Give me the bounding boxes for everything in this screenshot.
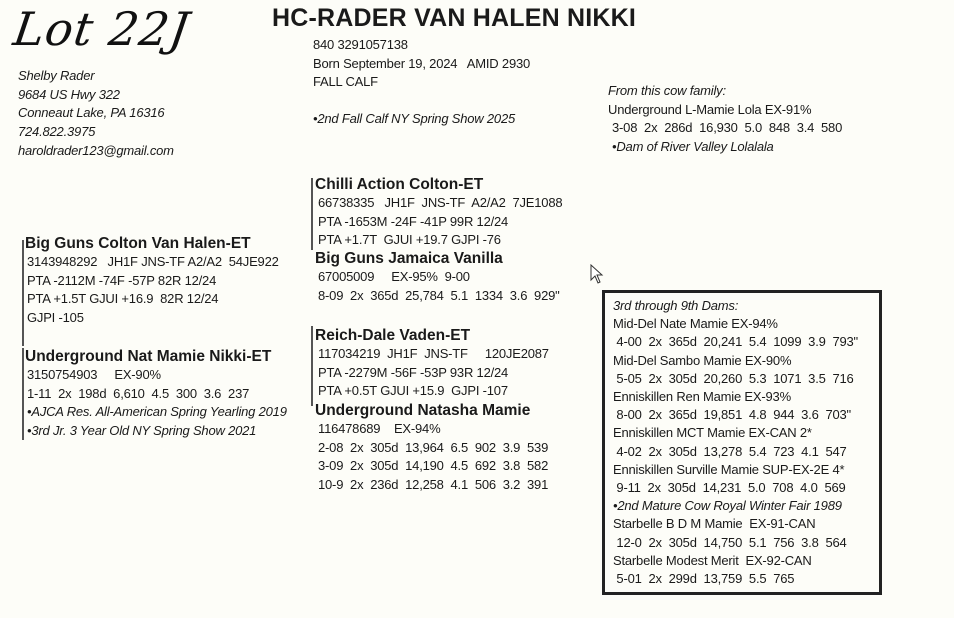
cow-family-record: 3-08 2x 286d 16,930 5.0 848 3.4 580 [612,120,843,136]
cow-family-note: •Dam of River Valley Lolalala [612,139,774,155]
dam-sire-name: Reich-Dale Vaden-ET [315,327,471,344]
dam-dam-name: Underground Natasha Mamie [315,402,531,419]
award: •2nd Fall Calf NY Spring Show 2025 [313,111,516,127]
birth-date: Born September 19, 2024 AMID 2930 [313,55,531,71]
dam-sire-line: PTA +0.5T GJUI +15.9 GJPI -107 [318,383,508,399]
sire-sire-line: PTA -1653M -24F -41P 99R 12/24 [318,213,509,229]
dam-entry-name: Mid-Del Sambo Mamie EX-90% [613,352,792,368]
dam-sire-bracket [311,326,313,406]
cow-family [608,82,842,157]
sire-line: 3143948292 JH1F JNS-TF A2/A2 54JE922 [27,254,279,269]
dam-sire [315,326,549,401]
dam-entry-record: 5-05 2x 305d 20,260 5.3 1071 3.5 716 [613,370,854,386]
lot-number: Lot 22J [10,2,194,56]
sire-sire [315,175,562,250]
owner-phone: 724.822.3975 [18,124,96,140]
owner-contact [18,67,174,161]
dam-bracket [22,348,24,440]
dam-line: 3150754903 EX-90% [27,367,161,382]
dam-note: •3rd Jr. 3 Year Old NY Spring Show 2021 [27,423,257,439]
sire-bracket [22,240,24,346]
sire-sire-bracket [311,178,313,250]
sire-line: PTA -2112M -74F -57P 82R 12/24 [27,272,217,288]
dam-entry-record: 4-00 2x 365d 20,241 5.4 1099 3.9 793" [613,334,858,350]
dam-dam-line: 2-08 2x 305d 13,964 6.5 902 3.9 539 [318,439,549,455]
dam-entry-record: 8-00 2x 365d 19,851 4.8 944 3.6 703" [613,407,851,423]
animal-info [313,36,530,129]
dam-entry-name: Starbelle Modest Merit EX-92-CAN [613,552,812,568]
dam-entry-record: 12-0 2x 305d 14,750 5.1 756 3.8 564 [613,534,847,550]
sire [25,234,279,328]
dams-box [602,290,882,595]
dam-entry-name: Starbelle B D M Mamie EX-91-CAN [613,516,816,532]
dam [25,347,287,441]
animal-title: HC-RADER VAN HALEN NIKKI [272,4,637,32]
dams-box-heading: 3rd through 9th Dams: [613,298,739,313]
mouse-cursor-icon [590,264,604,284]
dam-entry-record: 9-11 2x 305d 14,231 5.0 708 4.0 569 [613,480,846,496]
dam-sire-line: 117034219 JH1F JNS-TF 120JE2087 [318,346,549,361]
sire-line: GJPI -105 [27,310,84,326]
sire-line: PTA +1.5T GJUI +16.9 82R 12/24 [27,291,219,307]
dam-note: •AJCA Res. All-American Spring Yearling 2019 [27,404,287,420]
class: FALL CALF [313,74,378,90]
owner-email: haroldrader123@gmail.com [18,142,174,158]
dam-entry-name: Enniskillen Surville Mamie SUP-EX-2E 4* [613,461,845,477]
dam-dam-line: 3-09 2x 305d 14,190 4.5 692 3.8 582 [318,458,549,474]
owner-city: Conneaut Lake, PA 16316 [18,105,165,121]
dam-dam-line: 10-9 2x 236d 12,258 4.1 506 3.2 391 [318,477,549,493]
sire-sire-line: 66738335 JH1F JNS-TF A2/A2 7JE1088 [318,195,563,210]
sire-dam-line: 8-09 2x 365d 25,784 5.1 1334 3.6 929" [318,287,560,303]
sire-name: Big Guns Colton Van Halen-ET [25,235,251,252]
sire-sire-line: PTA +1.7T GJUI +19.7 GJPI -76 [318,232,501,248]
sire-sire-name: Chilli Action Colton-ET [315,176,484,193]
dam-entry-name: Enniskillen Ren Mamie EX-93% [613,389,791,405]
dam-dam [315,401,548,495]
sire-dam-line: 67005009 EX-95% 9-00 [318,269,470,284]
registration-number: 840 3291057138 [313,37,408,52]
owner-name: Shelby Rader [18,68,95,83]
dam-entry-record: 4-02 2x 305d 13,278 5.4 723 4.1 547 [613,443,847,459]
dam-entry-name: Enniskillen MCT Mamie EX-CAN 2* [613,425,812,441]
dam-entry-note: •2nd Mature Cow Royal Winter Fair 1989 [613,498,842,514]
dam-entry-record: 5-01 2x 299d 13,759 5.5 765 [613,571,795,587]
dam-sire-line: PTA -2279M -56F -53P 93R 12/24 [318,364,509,380]
cow-family-heading: From this cow family: [608,83,726,98]
cow-family-name: Underground L-Mamie Lola EX-91% [608,101,812,117]
dam-name: Underground Nat Mamie Nikki-ET [25,348,272,365]
sire-dam [315,249,560,305]
dam-dam-line: 116478689 EX-94% [318,421,441,436]
dam-entry-name: Mid-Del Nate Mamie EX-94% [613,316,778,332]
dam-line: 1-11 2x 198d 6,610 4.5 300 3.6 237 [27,385,250,401]
owner-address: 9684 US Hwy 322 [18,86,120,102]
sire-dam-name: Big Guns Jamaica Vanilla [315,250,503,267]
